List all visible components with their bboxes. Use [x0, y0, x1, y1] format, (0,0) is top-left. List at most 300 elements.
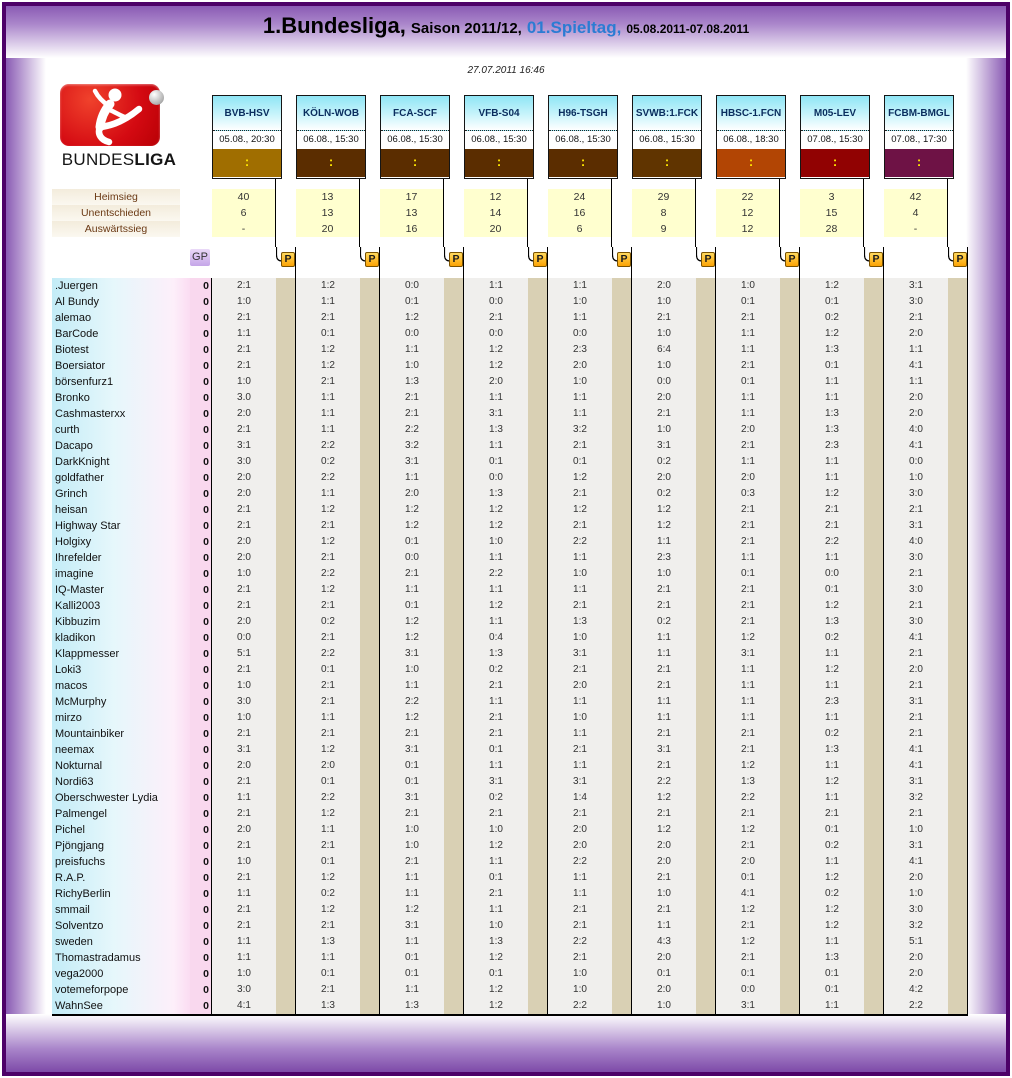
- prediction-cell: 1:1: [716, 678, 780, 694]
- prediction-cell: 2:1: [296, 310, 360, 326]
- player-gp: 0: [190, 534, 212, 550]
- column-stripe: [864, 742, 884, 758]
- prediction-cell: 1:2: [716, 630, 780, 646]
- column-stripe: [780, 966, 800, 982]
- column-stripe: [780, 918, 800, 934]
- prediction-cell: 1:1: [464, 550, 528, 566]
- column-stripe: [948, 870, 968, 886]
- match-datetime: 07.08., 17:30: [891, 134, 947, 145]
- prediction-cell: 2:1: [716, 918, 780, 934]
- column-stripe: [948, 694, 968, 710]
- column-stripe: [276, 342, 296, 358]
- prediction-cell: 4:1: [884, 742, 948, 758]
- column-stripe: [864, 470, 884, 486]
- column-stripe: [276, 918, 296, 934]
- prediction-cell: 2:1: [716, 598, 780, 614]
- points-flag-zone: [696, 247, 716, 269]
- prediction-cell: 1:1: [632, 646, 696, 662]
- player-name: R.A.P.: [52, 870, 190, 886]
- column-stripe: [948, 518, 968, 534]
- prediction-cell: 1:1: [716, 326, 780, 342]
- spacer: [380, 269, 444, 278]
- prediction-cell: 4:1: [884, 438, 948, 454]
- quota-row: [52, 205, 968, 221]
- column-stripe: [864, 582, 884, 598]
- column-stripe: [696, 806, 716, 822]
- prediction-cell: 2:0: [212, 758, 276, 774]
- quota-value: 13: [296, 189, 360, 205]
- column-line: [464, 237, 528, 247]
- column-stripe: [444, 790, 464, 806]
- frame-gradient-left: [6, 6, 46, 1072]
- quota-value: 12: [716, 221, 780, 237]
- column-stripe: [528, 598, 548, 614]
- match-header: [296, 95, 366, 179]
- column-stripe: [948, 742, 968, 758]
- prediction-cell: 1:0: [884, 822, 948, 838]
- prediction-cell: 2:3: [548, 342, 612, 358]
- prediction-cell: 2:2: [548, 934, 612, 950]
- prediction-cell: 2:1: [212, 918, 276, 934]
- column-stripe: [696, 358, 716, 374]
- points-column-button[interactable]: P: [617, 252, 631, 267]
- player-name: heisan: [52, 502, 190, 518]
- prediction-cell: 2:1: [548, 806, 612, 822]
- column-stripe: [612, 998, 632, 1014]
- prediction-cell: 3:1: [380, 742, 444, 758]
- prediction-cell: 1:1: [548, 278, 612, 294]
- column-line: [528, 269, 548, 278]
- prediction-cell: 0:1: [548, 454, 612, 470]
- player-name: sweden: [52, 934, 190, 950]
- column-stripe: [360, 566, 380, 582]
- column-stripe: [360, 790, 380, 806]
- column-stripe: [612, 934, 632, 950]
- column-stripe: [276, 646, 296, 662]
- column-stripe: [528, 582, 548, 598]
- column-stripe: [948, 966, 968, 982]
- column-stripe: [276, 454, 296, 470]
- prediction-cell: 2:2: [296, 566, 360, 582]
- column-stripe: [948, 614, 968, 630]
- player-name: Loki3: [52, 662, 190, 678]
- prediction-cell: 1:1: [800, 470, 864, 486]
- column-stripe: [864, 662, 884, 678]
- column-stripe: [612, 566, 632, 582]
- spacer: [464, 269, 528, 278]
- column-stripe: [360, 374, 380, 390]
- column-stripe: [528, 694, 548, 710]
- prediction-cell: 5:1: [884, 934, 948, 950]
- prediction-cell: 3:1: [212, 742, 276, 758]
- column-stripe: [276, 662, 296, 678]
- prediction-cell: 0:2: [296, 614, 360, 630]
- column-stripe: [948, 278, 968, 294]
- column-stripe: [360, 278, 380, 294]
- prediction-cell: 4:0: [884, 422, 948, 438]
- player-name: WahnSee: [52, 998, 190, 1014]
- prediction-cell: 0:0: [464, 326, 528, 342]
- column-stripe: [780, 374, 800, 390]
- quota-value: 42: [884, 189, 948, 205]
- points-column-button[interactable]: P: [869, 252, 883, 267]
- prediction-cell: 1:3: [380, 374, 444, 390]
- player-name: curth: [52, 422, 190, 438]
- column-stripe: [528, 518, 548, 534]
- quota-value: 28: [800, 221, 864, 237]
- prediction-cell: 2:1: [632, 662, 696, 678]
- column-stripe: [612, 838, 632, 854]
- column-stripe: [612, 758, 632, 774]
- column-stripe: [444, 854, 464, 870]
- player-gp: 0: [190, 662, 212, 678]
- quota-value: 16: [548, 205, 612, 221]
- quota-label-unentschieden: Unentschieden: [52, 205, 180, 221]
- prediction-cell: 1:2: [296, 870, 360, 886]
- prediction-cell: 1:1: [464, 278, 528, 294]
- prediction-cell: 3:0: [884, 294, 948, 310]
- column-stripe: [276, 950, 296, 966]
- prediction-cell: 1:1: [716, 454, 780, 470]
- column-stripe: [780, 294, 800, 310]
- prediction-cell: 2:1: [716, 534, 780, 550]
- match-header: [632, 95, 702, 179]
- column-stripe: [948, 934, 968, 950]
- prediction-cell: 1:1: [296, 390, 360, 406]
- bundesliga-wordmark: [60, 150, 178, 170]
- prediction-cell: 2:0: [884, 326, 948, 342]
- prediction-cell: 1:0: [548, 566, 612, 582]
- player-name: Pichel: [52, 822, 190, 838]
- prediction-cell: 2:1: [296, 518, 360, 534]
- prediction-cell: 1:1: [632, 534, 696, 550]
- prediction-cell: 1:0: [884, 886, 948, 902]
- points-column-button[interactable]: P: [701, 252, 715, 267]
- column-stripe: [948, 726, 968, 742]
- column-stripe: [444, 950, 464, 966]
- column-stripe: [780, 534, 800, 550]
- prediction-cell: 1:2: [800, 326, 864, 342]
- column-stripe: [276, 470, 296, 486]
- player-row: [52, 886, 968, 902]
- match-teams-label: M05-LEV: [801, 96, 869, 131]
- column-stripe: [444, 742, 464, 758]
- prediction-cell: 2:1: [716, 806, 780, 822]
- column-stripe: [360, 678, 380, 694]
- prediction-cell: 3:1: [716, 646, 780, 662]
- player-name: vega2000: [52, 966, 190, 982]
- column-stripe: [696, 998, 716, 1014]
- prediction-cell: 1:2: [632, 502, 696, 518]
- player-row: [52, 422, 968, 438]
- quota-value: 3: [800, 189, 864, 205]
- column-stripe: [780, 486, 800, 502]
- column-stripe: [948, 678, 968, 694]
- prediction-cell: 2:1: [716, 502, 780, 518]
- match-result-bar: :: [381, 149, 449, 177]
- prediction-cell: 0:2: [800, 838, 864, 854]
- column-stripe: [864, 806, 884, 822]
- column-stripe: [276, 790, 296, 806]
- column-stripe: [948, 566, 968, 582]
- prediction-cell: 0:1: [296, 326, 360, 342]
- column-stripe: [444, 438, 464, 454]
- column-stripe: [864, 342, 884, 358]
- column-stripe: [360, 486, 380, 502]
- prediction-cell: 4:3: [632, 934, 696, 950]
- column-stripe: [360, 854, 380, 870]
- column-stripe: [444, 518, 464, 534]
- player-name: macos: [52, 678, 190, 694]
- column-stripe: [780, 998, 800, 1014]
- points-column-button[interactable]: P: [785, 252, 799, 267]
- column-stripe: [612, 630, 632, 646]
- prediction-cell: 1:1: [548, 390, 612, 406]
- prediction-cell: 1:0: [380, 822, 444, 838]
- column-stripe: [528, 790, 548, 806]
- points-column-button[interactable]: P: [365, 252, 379, 267]
- prediction-cell: 1:1: [380, 470, 444, 486]
- prediction-cell: 0:1: [380, 598, 444, 614]
- prediction-cell: 1:3: [800, 342, 864, 358]
- column-stripe: [864, 326, 884, 342]
- prediction-cell: 2:0: [548, 822, 612, 838]
- player-name: goldfather: [52, 470, 190, 486]
- player-row: [52, 486, 968, 502]
- player-name: Highway Star: [52, 518, 190, 534]
- column-stripe: [696, 966, 716, 982]
- points-column-button[interactable]: P: [953, 252, 967, 267]
- match-datetime: 07.08., 15:30: [807, 134, 863, 145]
- column-stripe: [696, 502, 716, 518]
- column-stripe: [864, 678, 884, 694]
- column-stripe: [360, 390, 380, 406]
- prediction-cell: 0:4: [464, 630, 528, 646]
- column-stripe: [696, 934, 716, 950]
- column-line: [380, 179, 444, 189]
- column-stripe: [864, 726, 884, 742]
- player-gp: 0: [190, 902, 212, 918]
- prediction-cell: 0:2: [632, 486, 696, 502]
- column-stripe: [444, 678, 464, 694]
- column-stripe: [696, 598, 716, 614]
- prediction-cell: 1:2: [716, 822, 780, 838]
- quota-value: 6: [548, 221, 612, 237]
- prediction-cell: 2:1: [716, 310, 780, 326]
- prediction-cell: 4:1: [884, 758, 948, 774]
- prediction-cell: 6:4: [632, 342, 696, 358]
- prediction-cell: 3:1: [380, 454, 444, 470]
- prediction-cell: 1:2: [800, 278, 864, 294]
- column-stripe: [528, 278, 548, 294]
- column-stripe: [360, 502, 380, 518]
- prediction-cell: 2:1: [716, 950, 780, 966]
- prediction-cell: 0:0: [464, 470, 528, 486]
- prediction-cell: 1:1: [212, 950, 276, 966]
- prediction-cell: 3:1: [380, 918, 444, 934]
- column-stripe: [360, 422, 380, 438]
- match-datetime: 06.08., 15:30: [387, 134, 443, 145]
- prediction-cell: 1:0: [212, 966, 276, 982]
- column-stripe: [948, 758, 968, 774]
- column-stripe: [444, 342, 464, 358]
- prediction-cell: 0:0: [380, 326, 444, 342]
- prediction-cell: 1:1: [632, 694, 696, 710]
- column-stripe: [276, 774, 296, 790]
- column-stripe: [948, 358, 968, 374]
- prediction-cell: 1:0: [212, 854, 276, 870]
- prediction-cell: 2:1: [212, 902, 276, 918]
- prediction-cell: 1:1: [800, 998, 864, 1014]
- quota-value: 20: [464, 221, 528, 237]
- column-stripe: [528, 950, 548, 966]
- prediction-cell: 2:1: [632, 870, 696, 886]
- prediction-cell: 2:1: [212, 598, 276, 614]
- column-stripe: [864, 390, 884, 406]
- prediction-cell: 1:1: [884, 374, 948, 390]
- player-row: [52, 918, 968, 934]
- spacer: [464, 247, 528, 269]
- player-name: kladikon: [52, 630, 190, 646]
- column-stripe: [612, 598, 632, 614]
- column-stripe: [780, 518, 800, 534]
- prediction-cell: 1:3: [464, 486, 528, 502]
- prediction-cell: 2:0: [884, 406, 948, 422]
- prediction-cell: 0:3: [716, 486, 780, 502]
- column-line: [632, 179, 696, 189]
- column-stripe: [696, 294, 716, 310]
- prediction-cell: 3:1: [380, 790, 444, 806]
- prediction-cell: 3:2: [884, 918, 948, 934]
- player-row: [52, 902, 968, 918]
- column-stripe: [528, 886, 548, 902]
- prediction-cell: 2:0: [212, 614, 276, 630]
- prediction-cell: 0:2: [632, 614, 696, 630]
- column-stripe: [276, 278, 296, 294]
- points-column-button[interactable]: P: [449, 252, 463, 267]
- prediction-cell: 1:0: [716, 278, 780, 294]
- player-gp: 0: [190, 950, 212, 966]
- column-stripe: [864, 294, 884, 310]
- prediction-cell: 1:2: [380, 518, 444, 534]
- column-stripe: [780, 822, 800, 838]
- prediction-cell: 1:2: [296, 582, 360, 598]
- player-name: Oberschwester Lydia: [52, 790, 190, 806]
- prediction-cell: 2:1: [548, 918, 612, 934]
- column-stripe: [276, 822, 296, 838]
- prediction-cell: 1:3: [548, 614, 612, 630]
- prediction-cell: 1:1: [800, 390, 864, 406]
- prediction-cell: 0:2: [800, 310, 864, 326]
- points-column-button[interactable]: P: [533, 252, 547, 267]
- player-name: Al Bundy: [52, 294, 190, 310]
- prediction-cell: 1:1: [548, 726, 612, 742]
- match-header: [212, 95, 282, 179]
- player-gp: 0: [190, 918, 212, 934]
- prediction-cell: 2:1: [212, 518, 276, 534]
- column-stripe: [528, 998, 548, 1014]
- column-stripe: [948, 982, 968, 998]
- prediction-cell: 1:0: [884, 470, 948, 486]
- match-teams-label: FCBM-BMGL: [885, 96, 953, 131]
- player-name: Ihrefelder: [52, 550, 190, 566]
- column-stripe: [444, 550, 464, 566]
- prediction-cell: 2:0: [632, 982, 696, 998]
- match-header: [380, 95, 450, 179]
- column-stripe: [276, 982, 296, 998]
- quota-label-auswaertssieg: Auswärtssieg: [52, 221, 180, 237]
- column-stripe: [528, 630, 548, 646]
- player-gp: 0: [190, 278, 212, 294]
- player-row: [52, 694, 968, 710]
- player-gp: 0: [190, 934, 212, 950]
- column-stripe: [612, 966, 632, 982]
- player-name: alemao: [52, 310, 190, 326]
- prediction-cell: 1:0: [464, 534, 528, 550]
- column-stripe: [360, 534, 380, 550]
- spacer: [190, 189, 212, 205]
- column-stripe: [948, 806, 968, 822]
- prediction-cell: 3:1: [632, 742, 696, 758]
- column-stripe: [696, 342, 716, 358]
- column-stripe: [780, 870, 800, 886]
- column-stripe: [864, 598, 884, 614]
- prediction-cell: 1:0: [212, 294, 276, 310]
- column-stripe: [276, 966, 296, 982]
- match-result-bar: :: [633, 149, 701, 177]
- column-stripe: [696, 662, 716, 678]
- column-stripe: [360, 982, 380, 998]
- prediction-cell: 2:1: [632, 678, 696, 694]
- prediction-cell: 2:2: [800, 534, 864, 550]
- column-stripe: [612, 518, 632, 534]
- column-stripe: [360, 646, 380, 662]
- column-stripe: [360, 870, 380, 886]
- column-stripe: [276, 566, 296, 582]
- table-bottom-border: [52, 1014, 968, 1016]
- column-stripe: [444, 310, 464, 326]
- prediction-cell: 3:0: [212, 982, 276, 998]
- match-datetime: 06.08., 15:30: [555, 134, 611, 145]
- prediction-cell: 2:2: [716, 790, 780, 806]
- player-name: Bronko: [52, 390, 190, 406]
- prediction-cell: 0:0: [800, 566, 864, 582]
- prediction-cell: 2:1: [380, 806, 444, 822]
- prediction-cell: 1:0: [548, 374, 612, 390]
- prediction-cell: 3:1: [380, 646, 444, 662]
- prediction-cell: 1:2: [380, 710, 444, 726]
- prediction-cell: 1:0: [632, 422, 696, 438]
- prediction-cell: 2:0: [548, 358, 612, 374]
- column-stripe: [528, 534, 548, 550]
- player-row: [52, 278, 968, 294]
- player-gp: 0: [190, 966, 212, 982]
- column-stripe: [864, 838, 884, 854]
- column-stripe: [864, 422, 884, 438]
- player-row: [52, 982, 968, 998]
- prediction-cell: 1:3: [380, 998, 444, 1014]
- column-stripe: [612, 470, 632, 486]
- column-stripe: [780, 438, 800, 454]
- prediction-cell: 1:2: [800, 774, 864, 790]
- points-column-button[interactable]: P: [281, 252, 295, 267]
- column-stripe: [780, 902, 800, 918]
- player-row: [52, 790, 968, 806]
- prediction-cell: 3:2: [548, 422, 612, 438]
- column-stripe: [360, 470, 380, 486]
- column-stripe: [612, 374, 632, 390]
- prediction-cell: 1:1: [800, 790, 864, 806]
